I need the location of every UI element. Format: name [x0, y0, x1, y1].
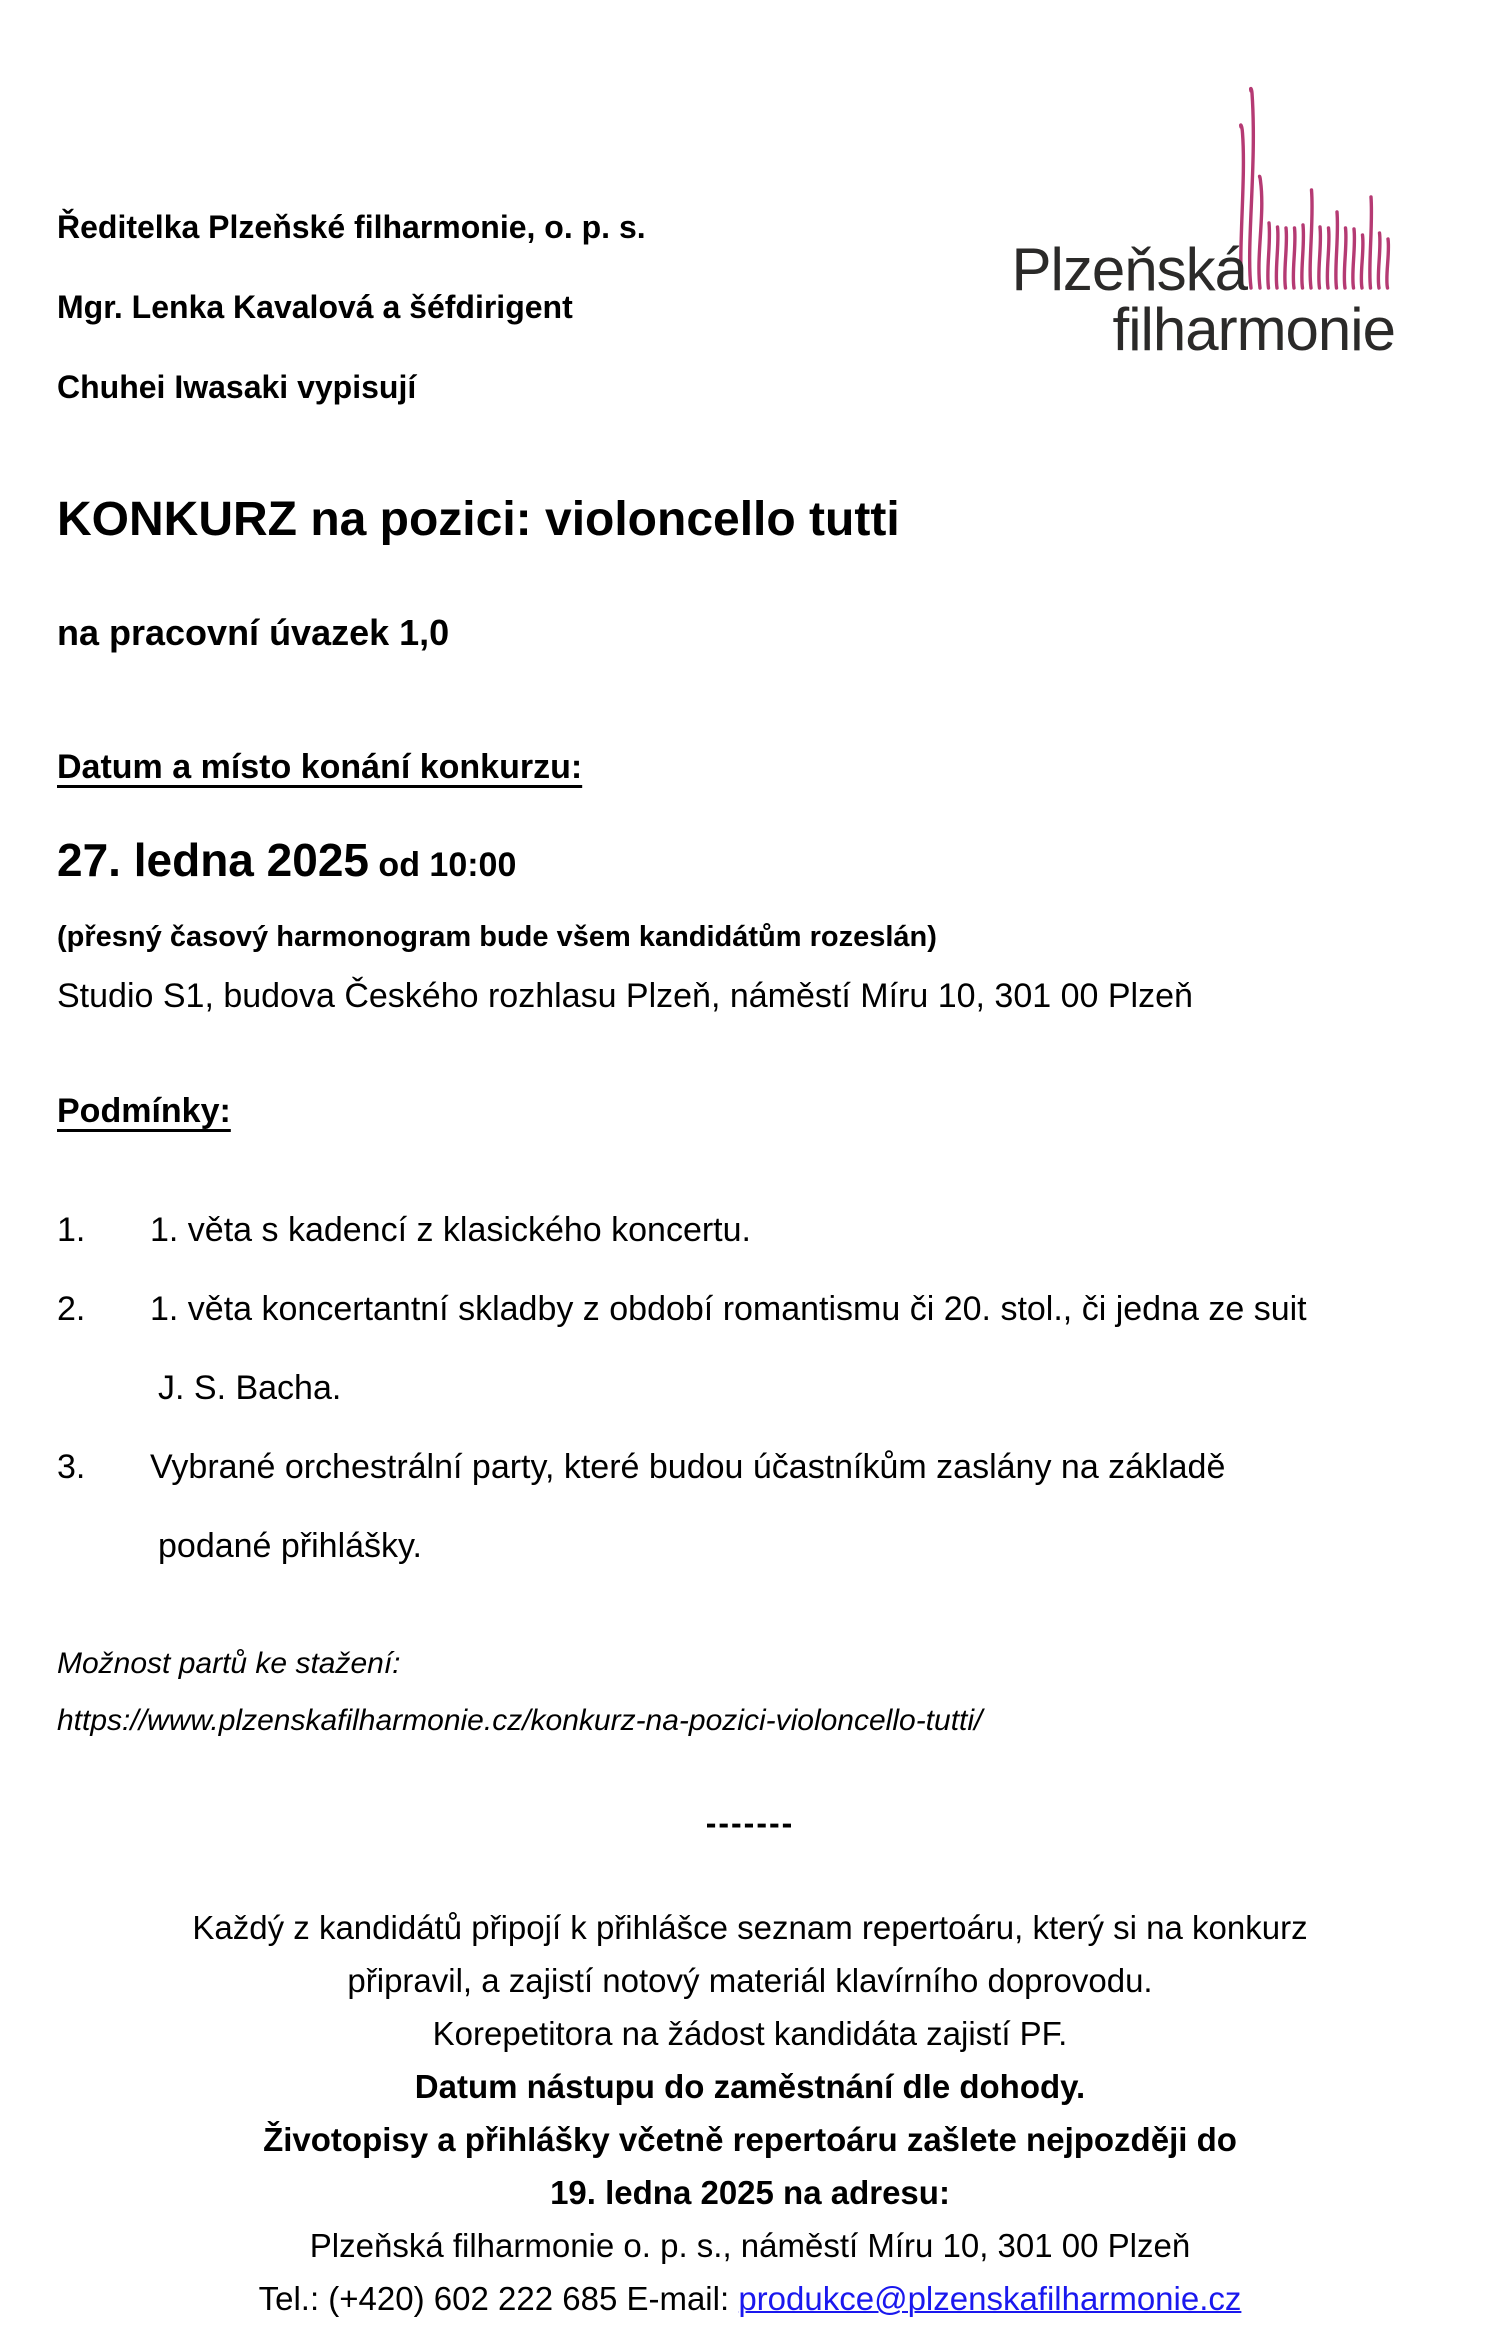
parts-download-block — [57, 1635, 982, 1749]
condition-item-2 — [57, 1270, 1457, 1349]
condition-text: 1. věta koncertantní skladby z období romantismu či 20. stol., či jedna ze suit — [150, 1290, 1307, 1328]
parts-download-url: https://www.plzenskafilharmonie.cz/konkurz-na-pozici-violoncello-tutti/ — [57, 1704, 983, 1737]
condition-number: 2. — [57, 1290, 86, 1328]
condition-number: 1. — [57, 1211, 86, 1249]
issuer-line-2: Mgr. Lenka Kavalová a šéfdirigent — [57, 289, 573, 325]
footer-line-deadline-2: 19. ledna 2025 na adresu: — [550, 2174, 950, 2211]
logo-text-filharmonie: filharmonie — [1112, 296, 1395, 363]
issuer-block — [57, 187, 646, 427]
footer-line-address: Plzeňská filharmonie o. p. s., náměstí Míru 10, 301 00 Plzeň — [309, 2227, 1191, 2264]
philharmonic-logo — [1000, 85, 1400, 363]
page-subtitle: na pracovní úvazek 1,0 — [57, 612, 450, 653]
condition-text: 1. věta s kadencí z klasického koncertu. — [150, 1211, 751, 1249]
footer-block — [0, 1901, 1500, 2325]
condition-item-3-continuation: podané přihlášky. — [158, 1527, 422, 1565]
footer-contact-line — [0, 2272, 1500, 2325]
page-title: KONKURZ na pozici: violoncello tutti — [57, 493, 900, 546]
condition-text: Vybrané orchestrální party, které budou účastníkům zaslány na základě — [150, 1448, 1226, 1486]
footer-line-deadline-1: Životopisy a přihlášky včetně repertoáru zašlete nejpozději do — [263, 2121, 1237, 2158]
schedule-note: (přesný časový harmonogram bude všem kandidátům rozeslán) — [57, 921, 937, 953]
issuer-line-3: Chuhei Iwasaki vypisují — [57, 369, 417, 405]
condition-item-2-continuation: J. S. Bacha. — [158, 1369, 342, 1407]
contact-phone-label: Tel.: (+420) 602 222 685 E-mail: — [258, 2280, 739, 2317]
parts-download-label: Možnost partů ke stažení: — [57, 1647, 401, 1680]
footer-line: Každý z kandidátů připojí k přihlášce seznam repertoáru, který si na konkurz — [192, 1909, 1308, 1946]
sound-waves-icon — [1238, 85, 1393, 290]
separator-dashes: ------- — [705, 1805, 795, 1841]
condition-item-3 — [57, 1428, 1457, 1507]
conditions-heading: Podmínky: — [57, 1092, 231, 1130]
issuer-line-1: Ředitelka Plzeňské filharmonie, o. p. s. — [57, 209, 646, 245]
email-link[interactable]: produkce@plzenskafilharmonie.cz — [738, 2280, 1242, 2317]
footer-line-start-date: Datum nástupu do zaměstnání dle dohody. — [414, 2068, 1086, 2105]
venue-line: Studio S1, budova Českého rozhlasu Plzeň, náměstí Míru 10, 301 00 Plzeň — [57, 977, 1193, 1015]
logo-text-plzenska: Plzeňská — [1011, 236, 1247, 303]
date-section-heading: Datum a místo konání konkurzu: — [57, 748, 583, 786]
audition-time: od 10:00 — [368, 846, 517, 884]
conditions-list — [57, 1191, 1457, 1586]
condition-number: 3. — [57, 1448, 86, 1486]
audition-date-line — [57, 833, 516, 887]
condition-item-1 — [57, 1191, 1457, 1270]
footer-line: připravil, a zajistí notový materiál klavírního doprovodu. — [347, 1962, 1153, 1999]
footer-line: Korepetitora na žádost kandidáta zajistí PF. — [432, 2015, 1068, 2052]
audition-date: 27. ledna 2025 — [57, 834, 369, 886]
